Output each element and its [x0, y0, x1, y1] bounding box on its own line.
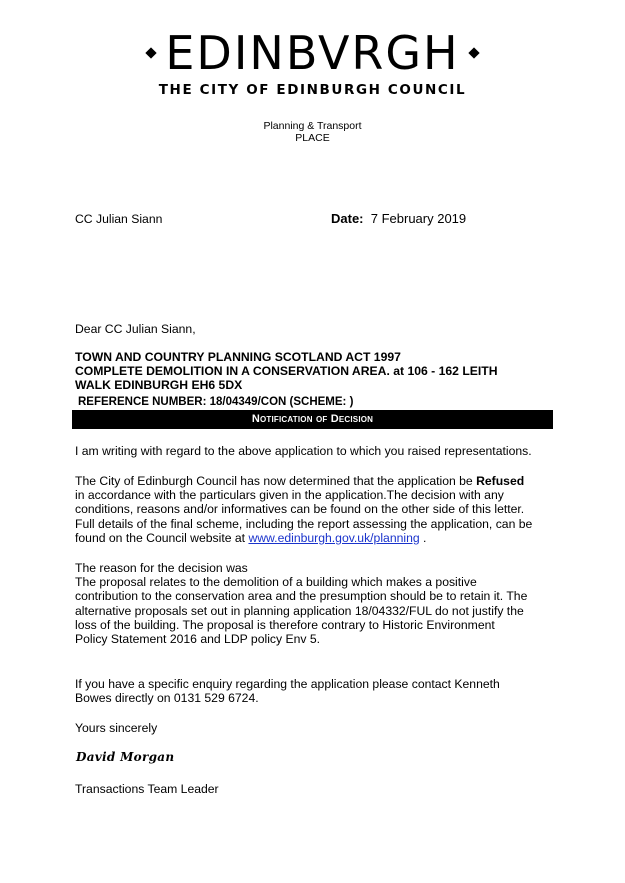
notification-banner: Notification of Decision — [72, 410, 553, 429]
diamond-icon — [146, 47, 157, 58]
recipient-name: CC Julian Siann — [75, 212, 163, 226]
reference-number: REFERENCE NUMBER: 18/04349/CON (SCHEME: ) — [78, 396, 354, 408]
decision-paragraph — [75, 474, 565, 545]
decision-text: . — [419, 530, 427, 545]
date-label: Date: — [331, 211, 364, 226]
contact-line: Bowes directly on 0131 529 6724. — [75, 691, 259, 706]
decision-outcome: Refused — [476, 474, 525, 488]
department-block — [0, 120, 625, 144]
heading-line: TOWN AND COUNTRY PLANNING SCOTLAND ACT 1997 — [75, 350, 401, 364]
signature: David Morgan — [76, 750, 175, 764]
reason-line: Policy Statement 2016 and LDP policy Env 5. — [75, 632, 321, 647]
signer-title: Transactions Team Leader — [75, 782, 219, 796]
diamond-icon — [468, 47, 479, 58]
application-heading — [75, 350, 555, 392]
letter-date — [331, 211, 466, 226]
heading-line: WALK EDINBURGH EH6 5DX — [75, 378, 243, 392]
decision-text: Full details of the final scheme, including the report assessing the application, can be — [75, 516, 533, 531]
reason-line: loss of the building. The proposal is therefore contrary to Historic Environment — [75, 617, 495, 632]
council-logo — [0, 26, 625, 80]
logo-wordmark: EDINBVRGH — [165, 26, 460, 80]
division-name: PLACE — [295, 132, 330, 144]
reason-line: alternative proposals set out in planning application 18/04332/FUL do not justify the — [75, 603, 524, 618]
planning-website-link[interactable]: www.edinburgh.gov.uk/planning — [248, 530, 420, 545]
decision-text: in accordance with the particulars given in the application.The decision with any — [75, 488, 504, 503]
reason-title: The reason for the decision was — [75, 561, 248, 575]
department-name: Planning & Transport — [263, 120, 362, 132]
reason-line: contribution to the conservation area and the presumption should be to retain it. The — [75, 589, 528, 604]
intro-paragraph: I am writing with regard to the above application to which you raised representations. — [75, 444, 532, 458]
salutation: Dear CC Julian Siann, — [75, 322, 196, 336]
reason-paragraph — [75, 561, 565, 646]
contact-paragraph — [75, 677, 565, 705]
reason-line: The proposal relates to the demolition of a building which makes a positive — [75, 575, 477, 590]
council-name: THE CITY OF EDINBURGH COUNCIL — [158, 82, 467, 98]
closing: Yours sincerely — [75, 721, 158, 735]
decision-text: found on the Council website at — [75, 530, 249, 545]
decision-text: The City of Edinburgh Council has now determined that the application be — [75, 474, 477, 488]
date-value: 7 February 2019 — [370, 211, 467, 226]
contact-line: If you have a specific enquiry regarding the application please contact Kenneth — [75, 677, 500, 691]
decision-text: conditions, reasons and/or informatives can be found on the other side of this letter. — [75, 502, 525, 517]
heading-line: COMPLETE DEMOLITION IN A CONSERVATION AREA. at 106 - 162 LEITH — [75, 364, 498, 378]
